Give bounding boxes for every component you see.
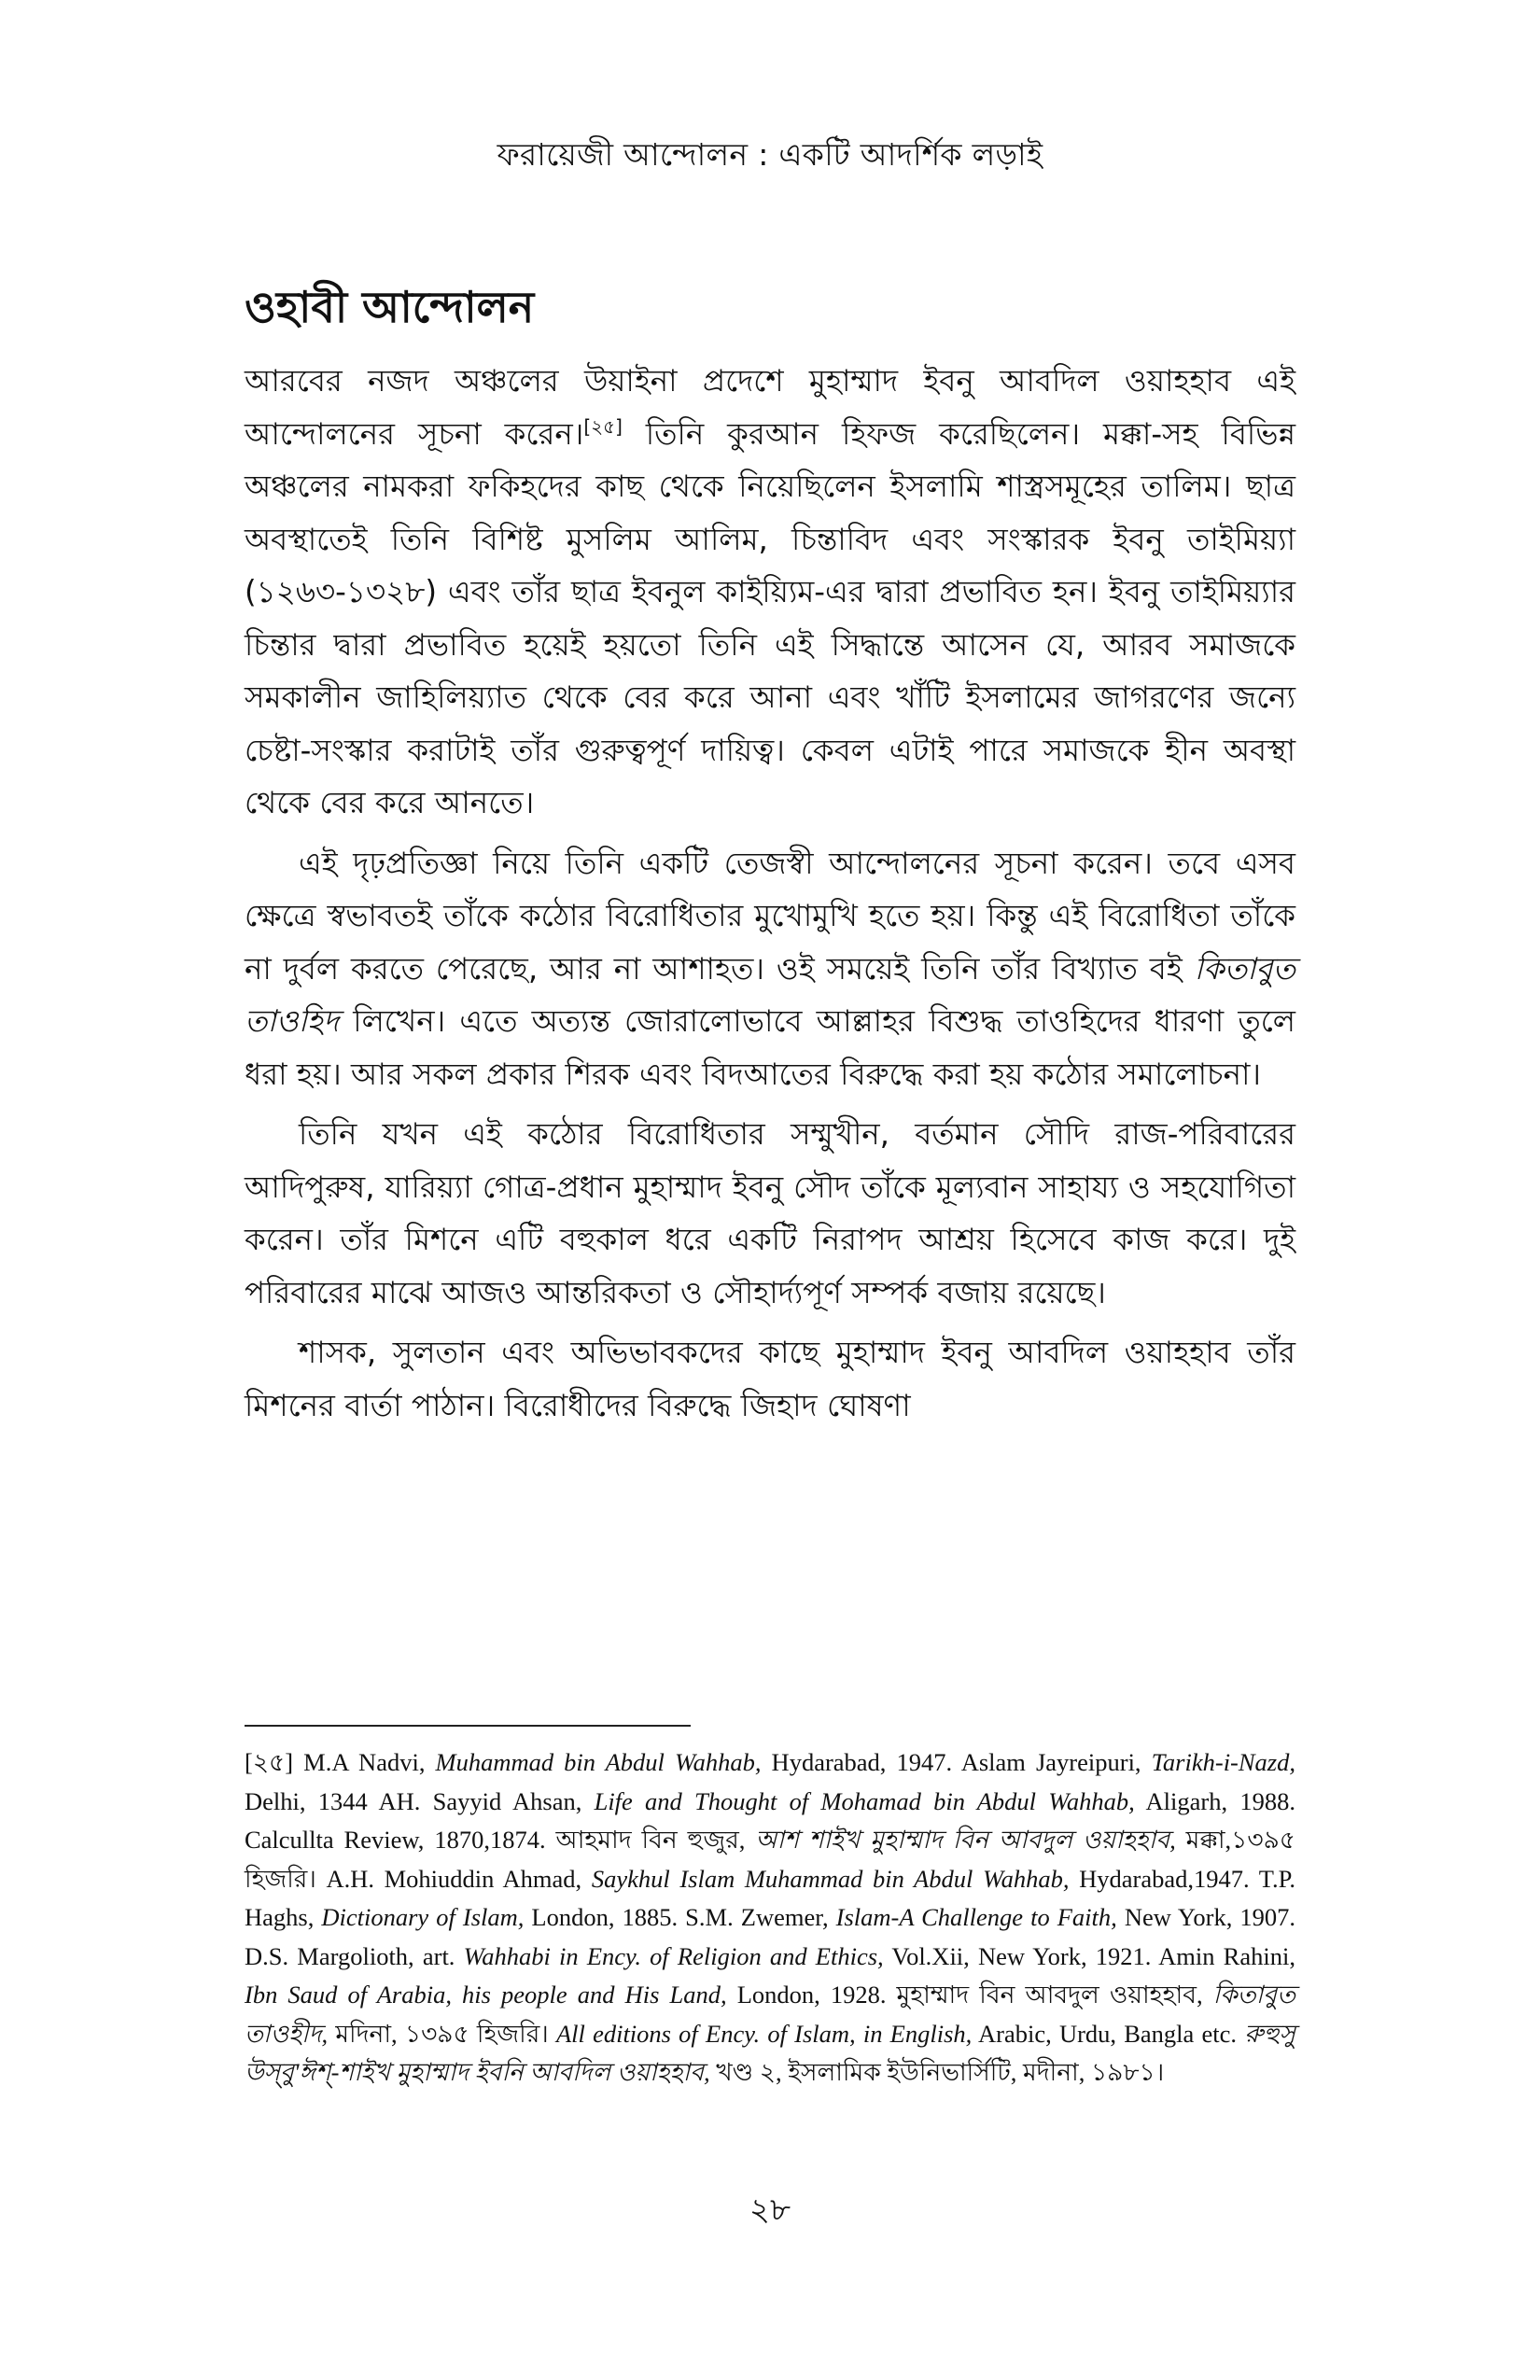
paragraph-1: [245, 355, 1295, 830]
footnote-text: Delhi, 1344 AH. Sayyid Ahsan,: [245, 1786, 595, 1815]
footnote-citation-title: রুহুসু উস্‌বু'ঈশ্‌-শাইখ মুহাম্মাদ ইবনি আবদিল ওয়াহহাব,: [245, 2019, 1295, 2086]
footnote-divider: [245, 1725, 691, 1727]
page-number: ২৮: [749, 2191, 791, 2229]
footnote-citation-title: কিতাবুত তাওহীদ,: [245, 1981, 1295, 2048]
book-title: কিতাবুত তাওহিদ: [245, 950, 1295, 1039]
footnote-text: Aligarh, 1988. Calcullta Review, 1870,1874. আহমাদ বিন হুজুর,: [245, 1786, 1295, 1854]
footnote-text: Hydarabad, 1947. Aslam Jayreipuri,: [761, 1748, 1152, 1776]
section-heading: ওহাবী আন্দোলন: [245, 282, 535, 332]
footnote-text: London, 1928. মুহাম্মাদ বিন আবদুল ওয়াহহাব,: [726, 1981, 1213, 2009]
footnote-citation-title: Ibn Saud of Arabia, his people and His Land,: [245, 1981, 727, 2009]
footnote-citation-title: Dictionary of Islam,: [321, 1903, 525, 1931]
paragraph-1-text-cont: তিনি কুরআন হিফজ করেছিলেন। মক্কা-সহ বিভিন্ন অঞ্চলের নামকরা ফকিহদের কাছ থেকে নিয়েছিলেন ইসলামি শাস্ত্রসমূহের তালিম। ছাত্র অবস্থাতেই তিনি বিশিষ্ট মুসলিম আলিম, চিন্তাবিদ এবং সংস্কারক ইবনু তাইমিয়্যা (১২৬৩-১৩২৮) এবং তাঁর ছাত্র ইবনুল কাইয়্যিম-এর দ্বারা প্রভাবিত হন। ইবনু তাইমিয়্যার চিন্তার দ্বারা প্রভাবিত হয়েই হয়তো তিনি এই সিদ্ধান্তে আসেন যে, আরব সমাজকে সমকালীন জাহিলিয়্যাত থেকে বের করে আনা এবং খাঁটি ইসলামের জাগরণের জন্যে চেষ্টা-সংস্কার করাটাই তাঁর গুরুত্বপূর্ণ দায়িত্ব। কেবল এটাই পারে সমাজকে হীন অবস্থা থেকে বের করে আনতে।: [245, 415, 1295, 820]
footnote-citation-title: Wahhabi in Ency. of Religion and Ethics,: [463, 1941, 884, 1970]
body-text: [245, 355, 1295, 1432]
paragraph-2-text: এই দৃঢ়প্রতিজ্ঞা নিয়ে তিনি একটি তেজস্বী আন্দোলনের সূচনা করেন। তবে এসব ক্ষেত্রে স্বভাবতই তাঁকে কঠোর বিরোধিতার মুখোমুখি হতে হয়। কিন্তু এই বিরোধিতা তাঁকে না দুর্বল করতে পেরেছে, আর না আশাহত। ওই সময়েই তিনি তাঁর বিখ্যাত বই: [245, 845, 1295, 987]
footnote-text: London, 1885. S.M. Zwemer,: [524, 1903, 836, 1931]
footnote-reference: [২৫]: [583, 414, 623, 438]
footnote-citation-title: Islam-A Challenge to Faith,: [835, 1903, 1117, 1931]
footnote-citation-title: Tarikh-i-Nazd,: [1151, 1748, 1295, 1776]
footnote-text: মক্কা,১৩৯৫ হিজরি। A.H. Mohiuddin Ahmad,: [245, 1826, 1295, 1893]
footnote-text: মদিনা, ১৩৯৫ হিজরি।: [328, 2019, 556, 2048]
footnote-citation-title: Muhammad bin Abdul Wahhab,: [435, 1748, 762, 1776]
footnote-text: [২৫] M.A Nadvi,: [245, 1748, 436, 1776]
footnote-text: Hydarabad,1947. T.P. Haghs,: [245, 1864, 1296, 1931]
footnote-citation-title: All editions of Ency. of Islam, in English,: [555, 2019, 973, 2048]
paragraph-4: শাসক, সুলতান এবং অভিভাবকদের কাছে মুহাম্মাদ ইবনু আবদিল ওয়াহহাব তাঁর মিশনের বার্তা পাঠান। বিরোধীদের বিরুদ্ধে জিহাদ ঘোষণা: [245, 1335, 1295, 1423]
footnote-citation-title: Life and Thought of Mohamad bin Abdul Wahhab,: [594, 1786, 1135, 1815]
running-head: ফরায়েজী আন্দোলন : একটি আদর্শিক লড়াই: [497, 136, 1043, 173]
footnote-citation-title: আশ শাইখ মুহাম্মাদ বিন আবদুল ওয়াহহাব,: [755, 1826, 1176, 1854]
paragraph-1-text: আরবের নজদ অঞ্চলের উয়াইনা প্রদেশে মুহাম্মাদ ইবনু আবদিল ওয়াহহাব এই আন্দোলনের সূচনা করেন।: [245, 363, 1295, 452]
footnote-text: Arabic, Urdu, Bangla etc.: [972, 2019, 1245, 2048]
footnote-text: Vol.Xii, New York, 1921. Amin Rahini,: [883, 1941, 1295, 1970]
footnote-text: New York, 1907. D.S. Margolioth, art.: [245, 1903, 1296, 1970]
paragraph-3: তিনি যখন এই কঠোর বিরোধিতার সম্মুখীন, বর্তমান সৌদি রাজ-পরিবারের আদিপুরুষ, যারিয়্যা গোত্র-প্রধান মুহাম্মাদ ইবনু সৌদ তাঁকে মূল্যবান সাহায্য ও সহযোগিতা করেন। তাঁর মিশনে এটি বহুকাল ধরে একটি নিরাপদ আশ্রয় হিসেবে কাজ করে। দুই পরিবারের মাঝে আজও আন্তরিকতা ও সৌহার্দ্যপূর্ণ সম্পর্ক বজায় রয়েছে।: [245, 1116, 1295, 1310]
footnote-citation-title: Saykhul Islam Muhammad bin Abdul Wahhab,: [591, 1864, 1070, 1893]
footnote: [245, 1743, 1295, 2093]
paragraph-2: [245, 837, 1295, 1101]
paragraph-2-text-cont: লিখেন। এতে অত্যন্ত জোরালোভাবে আল্লাহর বিশুদ্ধ তাওহিদের ধারণা তুলে ধরা হয়। আর সকল প্রকার শিরক এবং বিদআতের বিরুদ্ধে করা হয় কঠোর সমালোচনা।: [245, 1003, 1295, 1092]
footnote-text: খণ্ড ২, ইসলামিক ইউনিভার্সিটি, মদীনা, ১৯৮১।: [709, 2058, 1165, 2086]
